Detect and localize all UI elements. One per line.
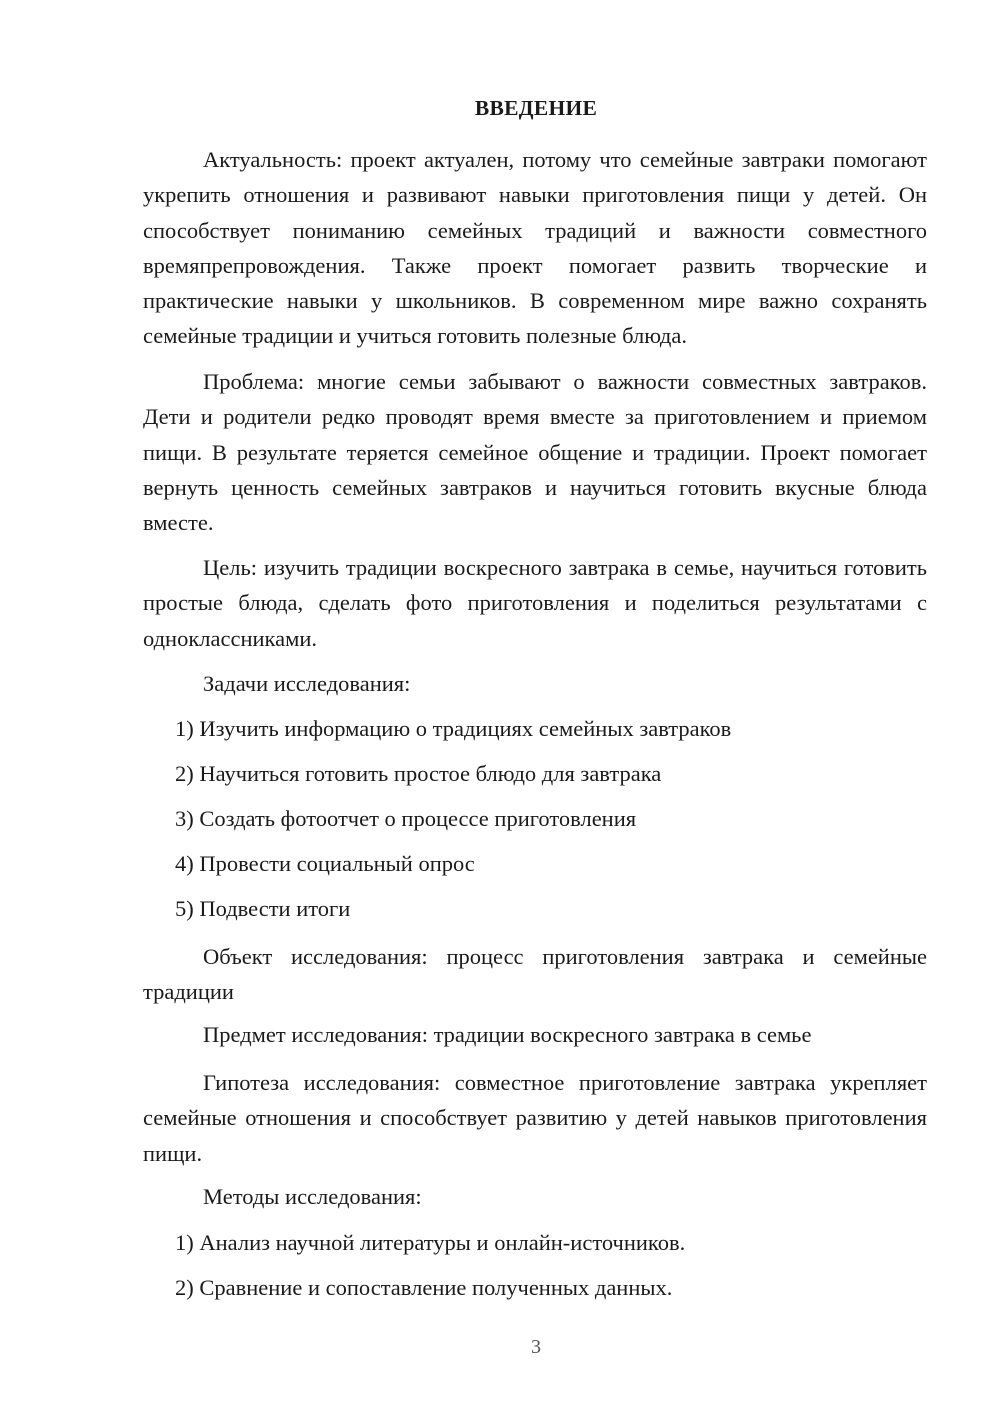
hypothesis-paragraph bbox=[143, 1065, 927, 1171]
method-item-1: 1) Анализ научной литературы и онлайн-источников. bbox=[175, 1230, 686, 1255]
task-item-4: 4) Провести социальный опрос bbox=[175, 851, 475, 876]
method-item-2: 2) Сравнение и сопоставление полученных данных. bbox=[175, 1275, 673, 1300]
problem-text: Проблема: многие семьи забывают о важности совместных завтраков. Дети и родители редко проводят время вместе за приготовлением и приемом пищи. В результате теряется семейное общение и традиции. Проект помогает вернуть ценность семейных завтраков и научиться готовить вкусные блюда вместе. bbox=[143, 369, 927, 536]
problem-paragraph bbox=[143, 364, 927, 540]
task-item-1: 1) Изучить информацию о традициях семейных завтраков bbox=[175, 716, 732, 741]
tasks-title: Задачи исследования: bbox=[203, 671, 411, 696]
relevance-paragraph bbox=[143, 142, 927, 354]
object-paragraph bbox=[143, 939, 927, 1010]
object-text: Объект исследования: процесс приготовления завтрака и семейные традиции bbox=[143, 944, 927, 1005]
goal-text: Цель: изучить традиции воскресного завтрака в семье, научиться готовить простые блюда, сделать фото приготовления и поделиться результатами с одноклассниками. bbox=[143, 555, 927, 651]
relevance-text: Актуальность: проект актуален, потому что семейные завтраки помогают укрепить отношения и развивают навыки приготовления пищи у детей. Он способствует пониманию семейных традиций и важности совместного времяпрепровождения. Также проект помогает развить творческие и практические навыки у школьников. В современном мире важно сохранять семейные традиции и учиться готовить полезные блюда. bbox=[143, 147, 927, 349]
subject-line: Предмет исследования: традиции воскресного завтрака в семье bbox=[203, 1022, 812, 1047]
goal-paragraph bbox=[143, 550, 927, 656]
task-item-5: 5) Подвести итоги bbox=[175, 896, 351, 921]
page-number: 3 bbox=[531, 1336, 541, 1358]
section-heading: ВВЕДЕНИЕ bbox=[474, 96, 598, 120]
hypothesis-text: Гипотеза исследования: совместное приготовление завтрака укрепляет семейные отношения и способствует развитию у детей навыков приготовления пищи. bbox=[143, 1070, 927, 1166]
methods-title: Методы исследования: bbox=[203, 1184, 422, 1209]
task-item-2: 2) Научиться готовить простое блюдо для завтрака bbox=[175, 761, 662, 786]
task-item-3: 3) Создать фотоотчет о процессе приготовления bbox=[175, 806, 637, 831]
